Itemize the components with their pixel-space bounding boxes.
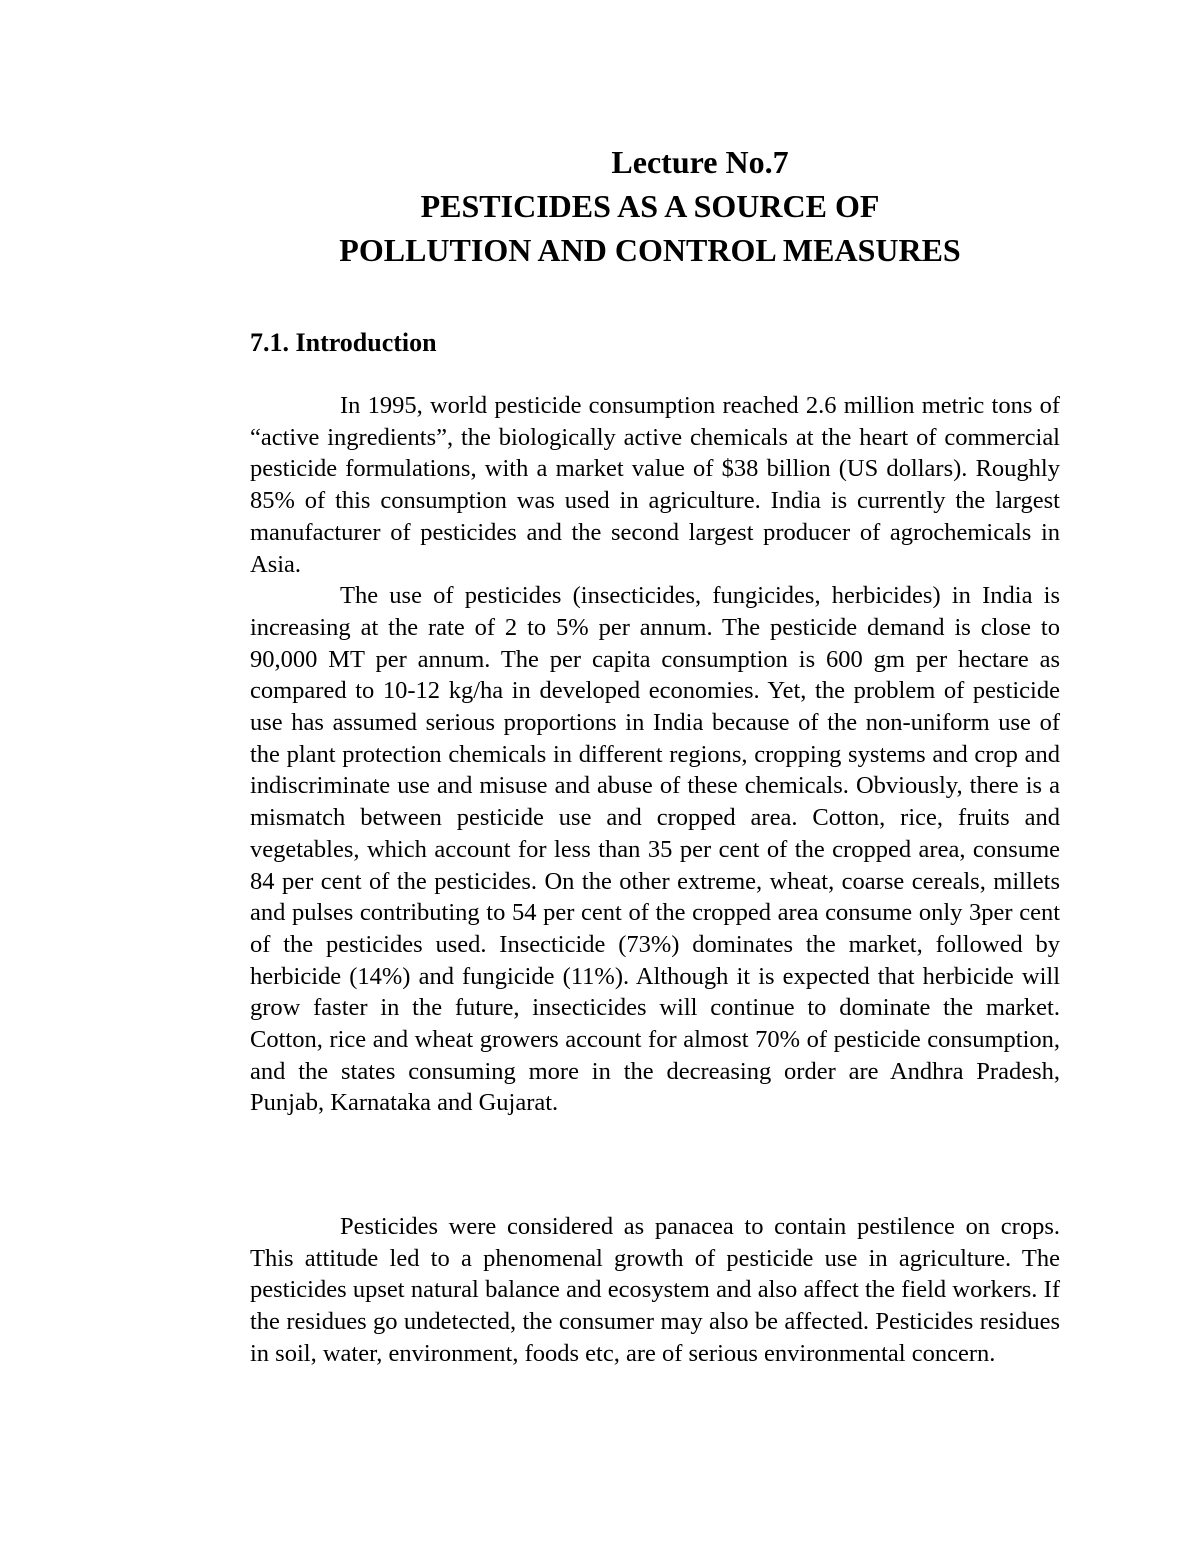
title-line-3: POLLUTION AND CONTROL MEASURES — [339, 232, 961, 268]
lecture-number: Lecture No.7 — [611, 144, 789, 180]
body-block-1 — [250, 390, 1060, 1119]
paragraph-2: The use of pesticides (insecticides, fungicides, herbicides) in India is increasing at the rate of 2 to 5% per annum. The pesticide demand is close to 90,000 MT per annum. The per capita consumption is 600 gm per hectare as compared to 10-12 kg/ha in developed economies. Yet, the problem of pesticide use has assumed serious proportions in India because of the non-uniform use of the plant protection chemicals in different regions, cropping systems and crop and indiscriminate use and misuse and abuse of these chemicals. Obviously, there is a mismatch between pesticide use and cropped area. Cotton, rice, fruits and vegetables, which account for less than 35 per cent of the cropped area, consume 84 per cent of the pesticides. On the other extreme, wheat, coarse cereals, millets and pulses contributing to 54 per cent of the cropped area consume only 3per cent of the pesticides used. Insecticide (73%) dominates the market, followed by herbicide (14%) and fungicide (11%). Although it is expected that herbicide will grow faster in the future, insecticides will continue to dominate the market. Cotton, rice and wheat growers account for almost 70% of pesticide consumption, and the states consuming more in the decreasing order are Andhra Pradesh, Punjab, Karnataka and Gujarat. — [250, 582, 1060, 1117]
body-block-2 — [250, 1211, 1060, 1370]
paragraph-1: In 1995, world pesticide consumption reached 2.6 million metric tons of “active ingredients”, the biologically active chemicals at the heart of commercial pesticide formulations, with a market value of $38 billion (US dollars). Roughly 85% of this consumption was used in agriculture. India is currently the largest manufacturer of pesticides and the second largest producer of agrochemicals in Asia. — [250, 392, 1060, 578]
lecture-title — [250, 140, 1050, 272]
paragraph-3: Pesticides were considered as panacea to contain pestilence on crops. This attitude led to a phenomenal growth of pesticide use in agriculture. The pesticides upset natural balance and ecosystem and also affect the field workers. If the residues go undetected, the consumer may also be affected. Pesticides residues in soil, water, environment, foods etc, are of serious environmental concern. — [250, 1213, 1060, 1367]
section-heading: 7.1. Introduction — [250, 328, 437, 357]
title-line-2: PESTICIDES AS A SOURCE OF — [420, 188, 880, 224]
